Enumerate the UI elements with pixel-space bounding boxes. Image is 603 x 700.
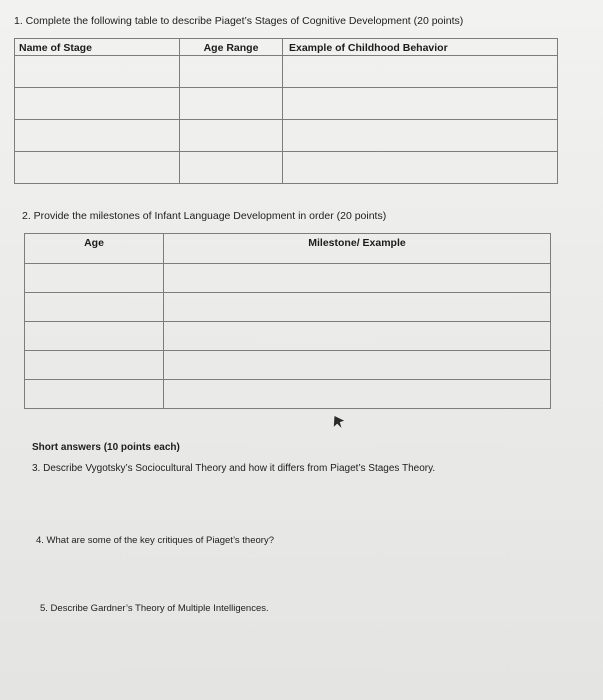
table-cell[interactable] bbox=[164, 351, 551, 380]
table-cell[interactable] bbox=[15, 120, 180, 152]
header-age-range: Age Range bbox=[180, 39, 283, 56]
table-row bbox=[15, 120, 558, 152]
header-name-of-stage: Name of Stage bbox=[15, 39, 180, 56]
table-cell[interactable] bbox=[15, 152, 180, 184]
table-cell[interactable] bbox=[180, 120, 283, 152]
table-cell[interactable] bbox=[25, 264, 164, 293]
table-cell[interactable] bbox=[164, 322, 551, 351]
header-milestone: Milestone/ Example bbox=[164, 234, 551, 264]
table-cell[interactable] bbox=[283, 120, 558, 152]
question-2-text: 2. Provide the milestones of Infant Language Development in order (20 points) bbox=[22, 210, 387, 222]
table-row bbox=[25, 351, 551, 380]
table-cell[interactable] bbox=[283, 56, 558, 88]
table-cell[interactable] bbox=[15, 56, 180, 88]
question-1-text: 1. Complete the following table to describe Piaget’s Stages of Cognitive Development (20 points) bbox=[14, 15, 464, 27]
mouse-pointer-icon bbox=[332, 415, 344, 429]
question-5-text: 5. Describe Gardner’s Theory of Multiple Intelligences. bbox=[40, 603, 269, 614]
table-cell[interactable] bbox=[180, 56, 283, 88]
table-cell[interactable] bbox=[15, 88, 180, 120]
table-row bbox=[25, 322, 551, 351]
header-example-behavior: Example of Childhood Behavior bbox=[283, 39, 558, 56]
language-milestones-table bbox=[24, 233, 551, 409]
table-cell[interactable] bbox=[180, 88, 283, 120]
piaget-stages-table bbox=[14, 38, 558, 184]
table-row bbox=[15, 56, 558, 88]
table-row bbox=[25, 264, 551, 293]
table-cell[interactable] bbox=[283, 88, 558, 120]
question-3-text: 3. Describe Vygotsky’s Sociocultural Theory and how it differs from Piaget’s Stages Theory. bbox=[32, 463, 436, 474]
header-age: Age bbox=[25, 234, 164, 264]
table-row bbox=[15, 88, 558, 120]
table-cell[interactable] bbox=[25, 380, 164, 409]
table-row bbox=[15, 152, 558, 184]
table-cell[interactable] bbox=[164, 293, 551, 322]
table-cell[interactable] bbox=[164, 264, 551, 293]
short-answers-heading: Short answers (10 points each) bbox=[32, 442, 180, 453]
table-row bbox=[25, 380, 551, 409]
table-cell[interactable] bbox=[25, 351, 164, 380]
table-cell[interactable] bbox=[25, 322, 164, 351]
table-cell[interactable] bbox=[283, 152, 558, 184]
table-row bbox=[25, 293, 551, 322]
table-cell[interactable] bbox=[180, 152, 283, 184]
table-cell[interactable] bbox=[164, 380, 551, 409]
question-4-text: 4. What are some of the key critiques of Piaget’s theory? bbox=[36, 535, 274, 546]
table-cell[interactable] bbox=[25, 293, 164, 322]
